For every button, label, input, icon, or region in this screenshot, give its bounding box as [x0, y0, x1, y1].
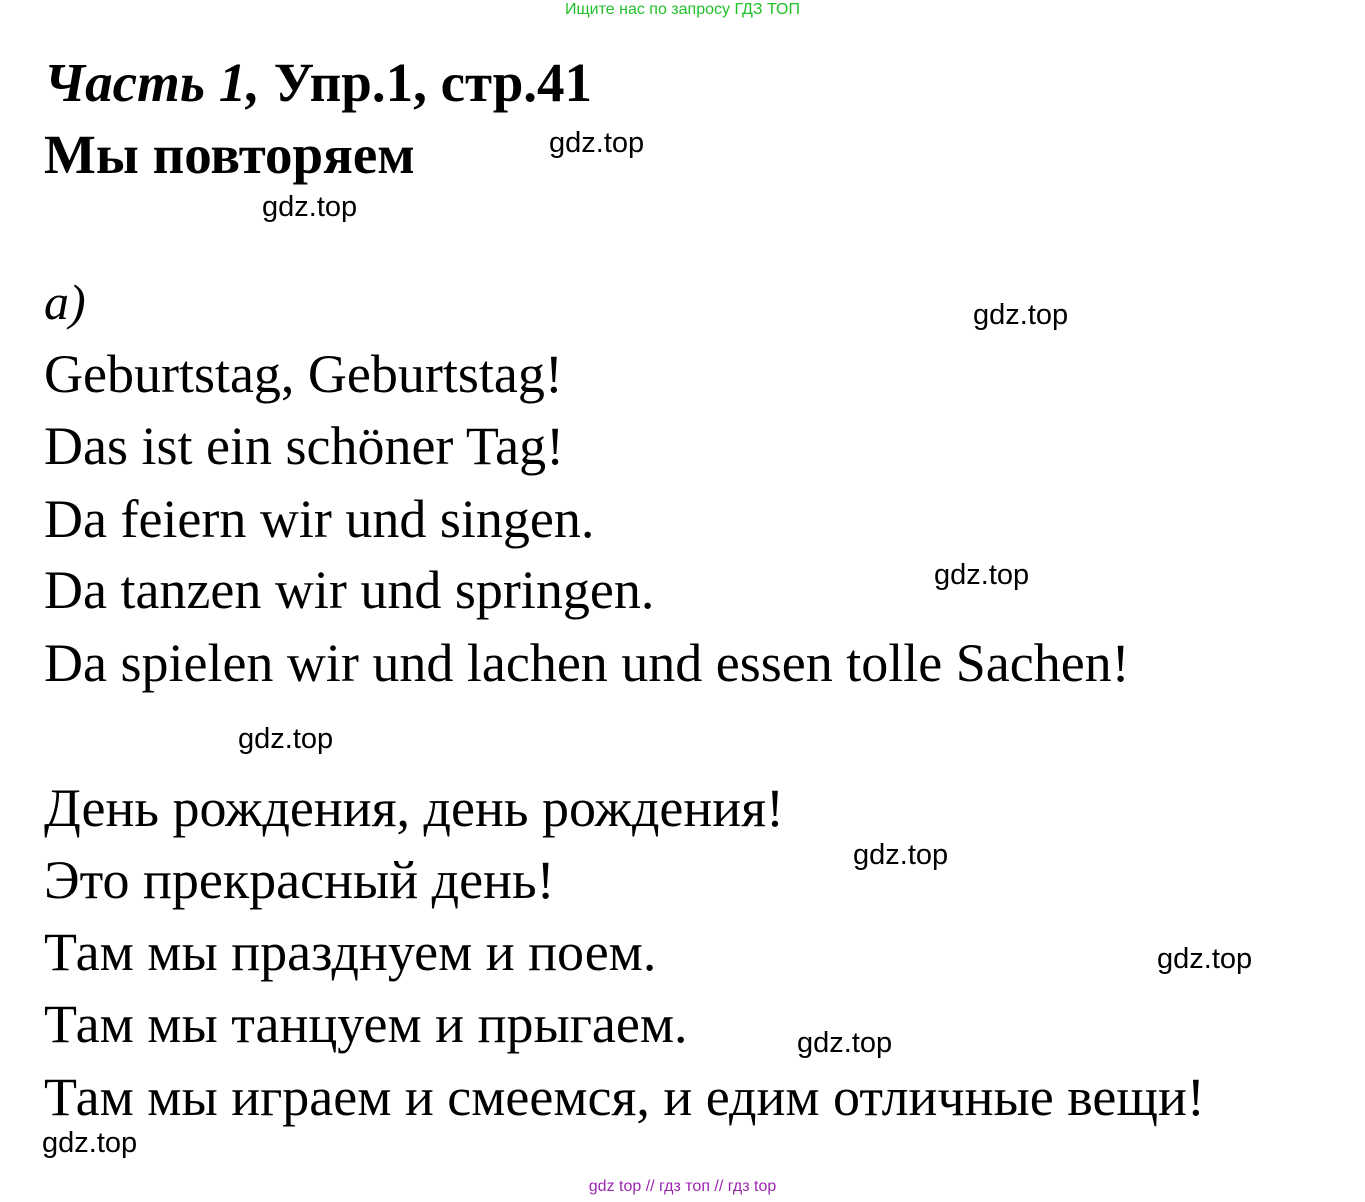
page-title [44, 48, 592, 118]
search-hint: Ищите нас по запросу ГДЗ ТОП [565, 1, 800, 18]
watermark: gdz.top [262, 191, 358, 223]
watermark: gdz.top [973, 299, 1069, 331]
german-line: Das ist ein schöner Tag! [44, 416, 565, 476]
watermark: gdz.top [1157, 943, 1253, 975]
watermark: gdz.top [42, 1127, 138, 1159]
watermark: gdz.top [797, 1027, 893, 1059]
watermark: gdz.top [853, 839, 949, 871]
russian-line: Там мы празднуем и поем. [44, 922, 657, 982]
russian-line: День рождения, день рождения! [44, 778, 785, 838]
title-part: Часть 1, [44, 52, 260, 113]
title-exercise-page: Упр.1, стр.41 [259, 52, 593, 113]
watermark: gdz.top [549, 127, 645, 159]
german-line: Da tanzen wir und springen. [44, 560, 655, 620]
russian-line: Там мы играем и смеемся, и едим отличные вещи! [44, 1067, 1205, 1127]
german-line: Da feiern wir und singen. [44, 489, 595, 549]
russian-line: Там мы танцуем и прыгаем. [44, 994, 688, 1054]
german-line: Geburtstag, Geburtstag! [44, 344, 563, 404]
exercise-subtitle: Мы повторяем [44, 124, 415, 185]
watermark: gdz.top [934, 559, 1030, 591]
german-line: Da spielen wir und lachen und essen tolle Sachen! [44, 633, 1130, 693]
watermark: gdz.top [238, 723, 334, 755]
footer-note: gdz top // гдз топ // гдз top [588, 1178, 777, 1195]
section-marker: а) [44, 274, 86, 330]
russian-line: Это прекрасный день! [44, 850, 555, 910]
